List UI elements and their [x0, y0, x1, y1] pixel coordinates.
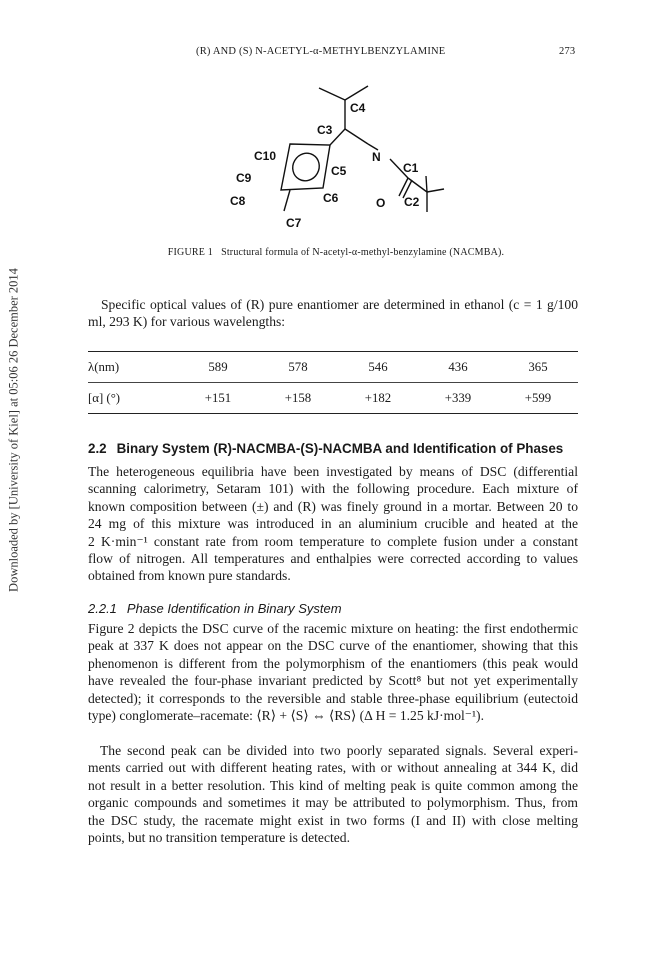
- figure-caption-text: Structural formula of N-acetyl-α-methyl-benzylamine (NACMBA).: [221, 247, 505, 258]
- section-heading: [88, 441, 588, 456]
- table-cell: 365: [498, 352, 578, 383]
- text-line: known composition between (±) and (R) was finely ground in a mortar. Between 20 to: [88, 498, 578, 514]
- optical-rotation-table: [88, 351, 578, 414]
- atom-c1: C1: [403, 161, 419, 175]
- atom-c3: C3: [317, 123, 333, 137]
- text-line: flow of nitrogen. All temperatures and enthalpies were corrected according to values: [88, 551, 578, 567]
- table-cell: 546: [338, 352, 418, 383]
- subsection-title: Phase Identification in Binary System: [126, 601, 342, 616]
- section-number: 2.2: [88, 441, 107, 456]
- structural-formula: [190, 72, 470, 242]
- page-number: 273: [559, 46, 576, 57]
- text-line: ments carried out with different heating rates, with or without annealing at 344 K, did: [88, 760, 578, 776]
- intro-paragraph: Specific optical values of (R) pure enantiomer are determined in ethanol (c = 1 g/100 ml, 293 K) for various wavelengths:: [88, 297, 578, 330]
- atom-c6: C6: [323, 191, 339, 205]
- atom-c10: C10: [254, 149, 277, 163]
- running-title: (R) AND (S) N-ACETYL-α-METHYLBENZYLAMINE: [196, 46, 446, 57]
- text-line: organic compounds and sometimes it may be attributed to polymorphism. Thus, from: [88, 795, 578, 811]
- subsection-paragraph-1: [88, 620, 578, 724]
- atom-c2: C2: [404, 195, 420, 209]
- subsection-number: 2.2.1: [88, 601, 117, 616]
- table-cell: +182: [338, 383, 418, 414]
- text-line: obtained from known pure standards.: [88, 568, 291, 584]
- table-cell: 578: [258, 352, 338, 383]
- text-line: have revealed the four-phase invariant predicted by Scott⁸ but not yet experimentally: [88, 673, 578, 689]
- text-line: points, but no transition temperature is detected.: [88, 830, 350, 846]
- rotation-label: [α] (°): [88, 383, 178, 414]
- text-line: detected); it corresponds to the reversible and stable three-phase equilibrium (eutectoid: [88, 690, 578, 706]
- atom-c5: C5: [331, 164, 347, 178]
- table-cell: +158: [258, 383, 338, 414]
- text-line: The heterogeneous equilibria have been investigated by means of DSC (differential: [88, 464, 578, 479]
- table-cell: 436: [418, 352, 498, 383]
- atom-n: N: [372, 150, 381, 164]
- table-cell: +151: [178, 383, 258, 414]
- table-cell: +599: [498, 383, 578, 414]
- figure-caption-label: FIGURE 1: [167, 247, 213, 258]
- section-paragraph: [88, 463, 578, 585]
- text-line: 24 mg of this mixture was introduced in an aluminium crucible and heated at the: [88, 516, 578, 532]
- atom-c8: C8: [230, 194, 246, 208]
- atom-labels: [230, 101, 420, 230]
- subsection-heading: [88, 601, 588, 616]
- table-cell: 589: [178, 352, 258, 383]
- atom-o: O: [376, 196, 386, 210]
- text-line: 2 K·min⁻¹ constant rate from room temperature to complete fusion under a constant: [88, 533, 578, 549]
- atom-c9: C9: [236, 171, 252, 185]
- table-row-wavelength: [88, 352, 578, 383]
- text-line: The second peak can be divided into two poorly separated signals. Several experi-: [100, 743, 578, 758]
- wavelength-label: λ(nm): [88, 352, 178, 383]
- table-row-rotation: [88, 383, 578, 414]
- text-line: scanning calorimetry, Setaram 101) with the following procedure. Each mixture of: [88, 481, 578, 497]
- text-line: type) conglomerate–racemate: ⟨R⟩ + ⟨S⟩ ⇔ ⟨RS⟩ (Δ H = 1.25 kJ·mol⁻¹).: [88, 708, 484, 724]
- text-line: not result in a better resolution. This kind of melting peak is quite common among the: [88, 777, 578, 793]
- text-line: the DSC study, the racemate might exist in two forms (I and II) with close melting: [88, 812, 578, 828]
- figure-caption: [0, 247, 672, 258]
- atom-c7: C7: [286, 216, 302, 230]
- table-cell: +339: [418, 383, 498, 414]
- text-line: Figure 2 depicts the DSC curve of the racemic mixture on heating: the first endothermic: [88, 621, 578, 636]
- text-line: peak at 337 K does not appear on the DSC curve of the enantiomer, showing that this: [88, 638, 578, 654]
- download-watermark-text: Downloaded by [University of Kiel] at 05:06 26 December 2014: [6, 268, 21, 592]
- text-line: phenomenon is different from the polymorphism of the enantiomers (this peak would: [88, 655, 578, 671]
- atom-c4: C4: [350, 101, 366, 115]
- download-watermark: [2, 160, 26, 700]
- subsection-paragraph-2: [88, 742, 578, 846]
- section-title: Binary System (R)-NACMBA-(S)-NACMBA and Identification of Phases: [116, 441, 564, 456]
